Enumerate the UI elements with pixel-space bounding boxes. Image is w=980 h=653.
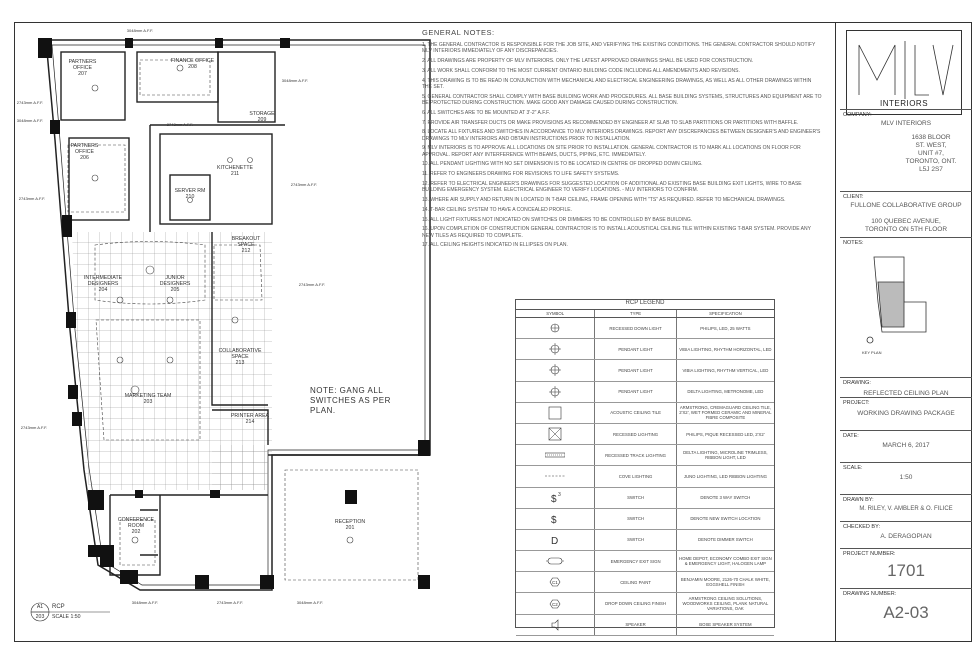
track-light-icon [545,448,565,462]
legend-spec: PHILIPS, LED, 25 WATTS [700,325,751,331]
legend-row [516,466,774,487]
logo-text: INTERIORS [879,99,929,108]
ceiling-height-mark: 2743mm A.F.F. [166,122,194,127]
plan-tag-sheet: 203 [35,614,45,620]
legend-symbol [516,382,595,402]
legend-spec: JUNO LIGHTING, LED RIBBON LIGHTING [683,473,767,479]
ceiling-height-mark: 2743mm A.F.F. [298,282,326,287]
svg-text:$: $ [551,514,557,526]
legend-type: COVE LIGHTING [595,466,676,486]
legend-symbol [516,403,595,423]
checked-by-value: A. DERAGOPIAN [880,533,932,540]
drawn-by-value: M. RILEY, V. AMBLER & O. FILICE [859,506,953,512]
legend-header: SPECIFICATION [709,311,742,316]
legend-symbol [516,530,595,550]
svg-text:$: $ [551,493,557,505]
room-label: STORAGE 209 [249,111,275,123]
legend-type: RECESSED TRACK LIGHTING [595,445,676,465]
mlv-logo-icon [847,35,963,105]
legend-spec: DENOTE 3 WAY SWITCH [700,495,751,501]
speaker-icon [545,618,565,632]
legend-symbol [516,488,595,508]
checked-by-block: CHECKED BY: A. DERAGOPIAN [840,521,972,549]
room-label: PARTNERS OFFICE 206 [70,143,99,161]
pendant-light-icon [545,363,565,377]
ceiling-height-mark: 3048mm A.F.F. [131,600,159,605]
legend-spec: DENOTE NEW SWITCH LOCATION [690,516,761,522]
legend-symbol [516,551,595,571]
ceiling-height-mark: 3048mm A.F.F. [16,118,44,123]
legend-type: ACOUSTIC CEILING TILE [595,403,676,423]
drawn-by-block: DRAWN BY: M. RILEY, V. AMBLER & O. FILICE [840,494,972,522]
ceiling-height-mark: 2743mm A.F.F. [290,182,318,187]
note-item: 12. REFER TO ELECTRICAL ENGINEER'S DRAWINGS FOR SUGGESTED LOCATION OF ADDITIONAL AD EXISTING BASE BUILDING EXIT LIGHTS, WIRE TO BASE BUILDING EMERGENCY SYSTEM. ELECTRICAL ENGINEER TO VERIFY LOCATIONS. - MLV INTERIORS TO CONFIRM. [422,180,802,194]
legend-type: PENDANT LIGHT [595,360,676,380]
note-item: 7. PROVIDE AIR TRANSFER DUCTS OR MAKE PROVISIONS AS RECOMMENDED BY ENGINEER AT SLAB TO SLAB PARTITIONS OR PARTITIONS WITH BAFFLE. [422,119,799,126]
scale-block: SCALE: 1:50 [840,462,972,495]
legend-row [516,615,774,636]
legend-row [516,318,774,339]
legend-symbol [516,509,595,529]
plan-title: RCP [52,604,65,610]
legend-spec: ARMSTRONG CEILING SOLUTIONS, WOODWORKS CEILING, PLANK NATURAL VARIATIONS, OAK [682,596,769,612]
legend-row [516,382,774,403]
legend-row [516,572,774,593]
drawing-number-block: DRAWING NUMBER: A2-03 [840,588,972,643]
room-label: KITCHENETTE 211 [216,165,254,177]
room-label: FINANCE OFFICE 208 [170,58,215,70]
legend-type: PENDANT LIGHT [595,339,676,359]
pendant-light-icon [545,385,565,399]
note-item: 16. UPON COMPLETION OF CONSTRUCTION GENERAL CONTRACTOR IS TO INSTALL ACOUSTICAL CEILING TILE WITHIN EXISTING T-BAR SYSTEM. PROVIDE ANY NEW TILES AS REQUIRED TO COMPLETE. [422,226,811,239]
switch-3way-icon [545,491,565,505]
note-item: 14. T-BAR CEILING SYSTEM TO HAVE A CONCEALED PROFILE. [422,206,572,213]
project-number: 1701 [887,561,925,580]
drawing-number: A2-03 [883,603,929,622]
legend-symbol [516,339,595,359]
recessed-downlight-icon [545,321,565,335]
note-item: 11. REFER TO ENGINEERS DRAWING FOR REVISIONS TO LIFE SAFETY SYSTEMS. [422,171,620,178]
note-item: 3. ALL WORK SHALL CONFORM TO THE MOST CURRENT ONTARIO BUILDING CODE INCLUDING ALL AMENDMENTS AND REVISIONS. [422,68,740,74]
legend-type: RECESSED DOWN LIGHT [595,318,676,338]
svg-text:C1: C1 [552,580,558,586]
ceiling-height-mark: 3048mm A.F.F. [281,78,309,83]
note-item: 5. GENERAL CONTRACTOR SHALL COMPLY WITH BASE BUILDING WORK AND PROCEDURES. ALL BASE BUILDING SYSTEMS, STRUCTURES AND EQUIPMENT ARE TO BE PROTECTED DURING CONSTRUCTION. MAKE GOOD ANY DAMAGE CAUSED DURING CONSTRUCTION. [422,93,822,106]
dimmer-icon [545,533,565,547]
c2-icon [545,597,565,611]
room-label: BREAKOUT SPACE 212 [231,236,261,254]
c1-icon [545,575,565,589]
date-value: MARCH 6, 2017 [882,442,930,449]
note-item: 1. THE GENERAL CONTRACTOR IS RESPONSIBLE FOR THE JOB SITE, AND VERIFYING THE EXISTING CONDITIONS. THE GENERAL CONTRACTOR SHOULD NOTIFY MLV INTERIORS IMMEDIATELY OF ANY DISCREPANCIES. [422,42,816,55]
ceiling-height-mark: 2743mm A.F.F. [18,196,46,201]
note-item: 8. LOCATE ALL FIXTURES AND SWITCHES IN ACCORDANCE TO MLV INTERIORS DRAWINGS. REPORT ANY DISCREPANCIES BETWEEN DESIGNER'S AND ENGINEER'S DRAWINGS TO MLV INTERIORS AND OBTAIN INSTRUCTIONS PRIOR TO INSTALLATION. [422,129,821,142]
ceiling-height-mark: 2743mm A.F.F. [16,100,44,105]
legend-spec: PHILIPS, PIQUE RECESSED LED, 2'X2' [686,431,765,437]
general-notes [422,30,822,252]
date-block: DATE: MARCH 6, 2017 [840,430,972,463]
legend-type: DROP DOWN CEILING FINISH [595,593,676,613]
legend-type: SWITCH [595,509,676,529]
ceiling-height-mark: 3048mm A.F.F. [126,28,154,33]
legend-spec: BENJAMIN MOORE, 2126-70 CHALK WHITE, EGGSHELL FINISH [680,577,770,588]
legend-symbol [516,424,595,444]
room-label: PRINTER AREA 214 [230,413,270,425]
legend-spec: ARMSTRONG, CREMAGUARD CEILING TILE, 2'X2', WET FORMED CERAMIC AND MINERAL FIBRE COMPOSITE [679,405,772,421]
legend-row [516,339,774,360]
room-label: SERVER RM 210 [174,188,206,200]
note-item: 17. ALL CEILING HEIGHTS INDICATED IN ELLIPSES ON PLAN. [422,242,568,249]
legend-spec: VIBIA LIGHTING, RHYTHM HORIZONTAL, LED [679,346,772,352]
mlv-logo [846,30,962,115]
svg-text:D: D [551,535,559,547]
legend-type: PENDANT LIGHT [595,382,676,402]
legend-type: EMERGENCY EXIT SIGN [595,551,676,571]
room-label: CONFERENCE ROOM 202 [117,517,155,535]
legend-type: SWITCH [595,488,676,508]
legend-type: CEILING PAINT [595,572,676,592]
legend-row [516,551,774,572]
pendant-light-icon [545,342,565,356]
company-block: COMPANY: MLV INTERIORS 1638 BLOOR ST. WEST, UNIT #7, TORONTO, ONT. L5J 2S7 [840,109,972,192]
legend-spec: DELTA LIGHTING, METRONOME, LED [687,389,764,395]
legend-type: SPEAKER [595,615,676,635]
svg-text:3: 3 [558,491,561,498]
company-name: MLV INTERIORS [880,120,932,127]
legend-symbol [516,360,595,380]
legend-symbol [516,593,595,613]
rcp-legend [515,299,775,628]
cove-light-icon [545,469,565,483]
room-label: JUNIOR DESIGNERS 205 [159,275,191,293]
client-block: CLIENT: FULLONE COLLABORATIVE GROUP 100 QUEBEC AVENUE, TORONTO ON 5TH FLOOR [840,191,972,254]
plan-tag-id: A1 [36,604,44,610]
plan-scale: SCALE 1:50 [52,614,81,620]
switch-icon [545,512,565,526]
scale-value: 1:50 [899,474,913,481]
recessed-lighting-icon [545,427,565,441]
note-item: 13. WHERE AIR SUPPLY AND RETURN IN LOCATED IN T-BAR CEILING, FRAME OPENING WITH "TS" AS REQUIRED. REFER TO MECHANICAL DRAWINGS. [422,196,786,203]
project-block: PROJECT: WORKING DRAWING PACKAGE [840,397,972,436]
project-value: WORKING DRAWING PACKAGE [857,410,955,417]
legend-row [516,424,774,445]
legend-row [516,593,774,614]
key-plan-icon [864,252,934,347]
legend-symbol [516,318,595,338]
legend-symbol [516,572,595,592]
legend-symbol [516,466,595,486]
legend-row [516,445,774,466]
note-item: 4. THIS DRAWING IS TO BE READ IN CONJUNCTION WITH MECHANICAL AND ELECTRICAL ENGINEERING DRAWINGS, AS WELL AS ALL OTHER DRAWINGS WITHIN THE SET. [422,77,812,90]
drawing-block: DRAWING: REFLECTED CEILING PLAN [840,377,972,416]
legend-row [516,403,774,424]
legend-spec: HOME DEPOT, ECONOMY COMBO EXIT SIGN & EMERGENCY LIGHT, HALOGEN LAMP [679,556,772,567]
note-item: 9. MLV INTERIORS IS TO APPROVE ALL LOCATIONS ON SITE PRIOR TO INSTALLATION. GENERAL CONTRACTOR IS TO MARK ALL LOCATIONS ON FLOOR FOR APPROVAL. REPORT ANY INTERFERENCE WITH BEAMS, DUCTS, PIPING, ETC. IMMEDIATELY. [422,145,801,158]
legend-spec: DELTA LIGHTING, MICROLINE TRIMLESS, RIBBON LIGHT, LED [683,450,768,461]
svg-text:C2: C2 [552,601,558,607]
legend-symbol [516,445,595,465]
note-item: 6. ALL SWITCHES ARE TO BE MOUNTED AT 3'-2" A.F.F. [422,109,551,116]
legend-type: SWITCH [595,530,676,550]
ceiling-height-mark: 2743mm A.F.F. [216,600,244,605]
room-label: RECEPTION 201 [334,519,366,531]
legend-spec: BOSE SPEAKER SYSTEM [699,622,752,628]
ceiling-height-mark: 3048mm A.F.F. [296,600,324,605]
client-name: FULLONE COLLABORATIVE GROUP [850,202,962,209]
note-item: 10. ALL PENDANT LIGHTING WITH NO SET DIMENSION IS TO BE LOCATED IN CENTRE OF DROPPED DOWN CEILING. [422,161,703,168]
gang-switches-note: NOTE: GANG ALL SWITCHES AS PER PLAN. [310,386,391,415]
ceiling-tile-icon [545,406,565,420]
legend-row [516,488,774,509]
legend-row [516,530,774,551]
legend-row [516,509,774,530]
exit-sign-icon [545,554,565,568]
note-item: 2. ALL DRAWINGS ARE PROPERTY OF MLV INTERIORS. ONLY THE LATEST APPROVED DRAWINGS SHALL BE USED FOR CONSTRUCTION. [422,58,754,65]
notes-block: NOTES: KEY PLAN [840,237,972,378]
title-block [835,22,972,642]
legend-title: RCP LEGEND [516,300,774,310]
legend-spec: DENOTE DIMMER SWITCH [698,537,753,543]
room-label: PARTNERS OFFICE 207 [68,59,97,77]
legend-row [516,360,774,381]
general-notes-title: GENERAL NOTES: [422,28,495,37]
ceiling-height-mark: 2743mm A.F.F. [20,425,48,430]
drawing-value: REFLECTED CEILING PLAN [863,390,949,397]
legend-type: RECESSED LIGHTING [595,424,676,444]
legend-header: TYPE [595,310,676,317]
project-number-block: PROJECT NUMBER: 1701 [840,548,972,589]
room-label: MARKETING TEAM 203 [124,393,172,405]
legend-symbol [516,615,595,635]
legend-header-row [516,310,774,318]
note-item: 15. ALL LIGHT FIXTURES NOT INDICATED ON SWITCHES OR DIMMERS TO BE CONTROLLED BY BASE BUILDING. [422,216,693,223]
legend-header: SYMBOL [516,310,595,317]
legend-spec: VIBIA LIGHTING, RHYTHM VERTICAL, LED [682,367,769,373]
room-label: COLLABORATIVE SPACE 213 [218,348,262,366]
room-label: INTERMEDIATE DESIGNERS 204 [83,275,123,293]
